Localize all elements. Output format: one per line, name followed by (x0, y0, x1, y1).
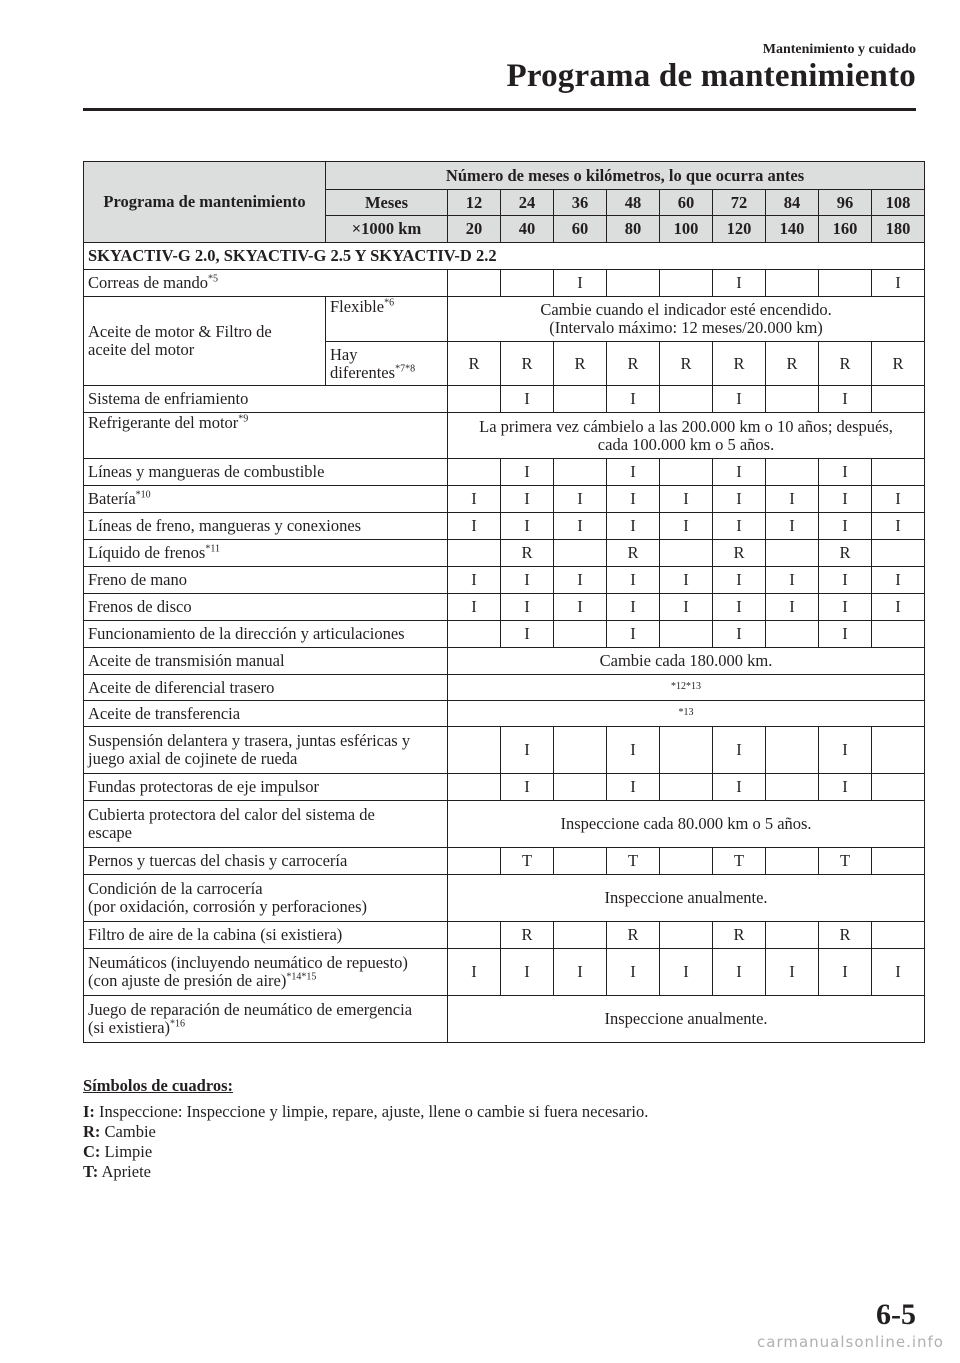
schedule-cell (554, 540, 607, 567)
schedule-cell: R (819, 540, 872, 567)
row-label: Frenos de disco (84, 594, 448, 621)
schedule-cell: R (501, 342, 554, 386)
schedule-cell: R (766, 342, 819, 386)
header-row-group (84, 162, 925, 190)
row-label: Aceite de diferencial trasero (84, 675, 448, 701)
row-label: Condición de la carrocería (por oxidación, corrosión y perforaciones) (84, 875, 448, 922)
maintenance-table (83, 161, 925, 1043)
row-label: Aceite de transferencia (84, 701, 448, 727)
schedule-cell: R (819, 922, 872, 949)
row-label: Pernos y tuercas del chasis y carrocería (84, 848, 448, 875)
row-label: Líquido de frenos$^{*11}$ (84, 540, 448, 567)
schedule-cell: I (713, 594, 766, 621)
schedule-cell: I (607, 459, 660, 486)
schedule-cell: I (660, 513, 713, 540)
header-cell: 36 (554, 190, 607, 216)
sub-label-fijo: Hay diferentes$^{*7*8}$ (326, 342, 448, 386)
schedule-cell: I (607, 621, 660, 648)
schedule-cell: I (607, 513, 660, 540)
schedule-cell: I (501, 459, 554, 486)
header-cell: 24 (501, 190, 554, 216)
table-row (84, 621, 925, 648)
schedule-cell (766, 774, 819, 801)
schedule-cell: I (607, 567, 660, 594)
legend-item: T: Apriete (83, 1162, 151, 1181)
header-cell: 160 (819, 216, 872, 243)
schedule-cell (872, 459, 925, 486)
schedule-cell: I (554, 594, 607, 621)
row-label: Juego de reparación de neumático de emergencia (si existiera)$^{*16}$ (84, 996, 448, 1043)
diferencial-note: *12*13 (448, 675, 925, 701)
schedule-cell (872, 848, 925, 875)
header-row-label: Meses (326, 190, 448, 216)
schedule-cell: I (713, 386, 766, 413)
schedule-cell: I (501, 949, 554, 996)
schedule-cell: I (554, 567, 607, 594)
schedule-cell: I (501, 621, 554, 648)
schedule-cell: I (819, 459, 872, 486)
schedule-cell: R (713, 540, 766, 567)
schedule-cell: I (819, 567, 872, 594)
schedule-cell (448, 270, 501, 297)
schedule-cell: I (872, 270, 925, 297)
schedule-cell (660, 848, 713, 875)
schedule-cell (660, 459, 713, 486)
legend-item: I: Inspeccione: Inspeccione y limpie, repare, ajuste, llene o cambie si fuera necesario. (83, 1102, 649, 1121)
schedule-cell: I (448, 486, 501, 513)
schedule-cell: I (448, 513, 501, 540)
schedule-cell (448, 848, 501, 875)
schedule-cell: I (766, 486, 819, 513)
schedule-cell (872, 386, 925, 413)
group-header: Número de meses o kilómetros, lo que ocurra antes (326, 162, 925, 190)
schedule-cell (554, 848, 607, 875)
schedule-cell (554, 459, 607, 486)
schedule-cell: I (713, 949, 766, 996)
schedule-cell: I (766, 949, 819, 996)
header-cell: 72 (713, 190, 766, 216)
header-cell: 140 (766, 216, 819, 243)
schedule-cell: I (713, 486, 766, 513)
header-cell: 60 (554, 216, 607, 243)
schedule-cell: I (819, 386, 872, 413)
schedule-cell: T (819, 848, 872, 875)
schedule-cell (872, 774, 925, 801)
schedule-cell: I (607, 949, 660, 996)
table-row (84, 848, 925, 875)
schedule-cell: I (448, 567, 501, 594)
header-rule (83, 108, 916, 111)
schedule-cell (766, 386, 819, 413)
row-label: Fundas protectoras de eje impulsor (84, 774, 448, 801)
schedule-cell: I (607, 727, 660, 774)
schedule-cell: I (819, 621, 872, 648)
schedule-cell: T (713, 848, 766, 875)
watermark: carmanualsonline.info (757, 1333, 944, 1351)
table-row (84, 922, 925, 949)
table-row (84, 413, 925, 459)
schedule-cell (501, 270, 554, 297)
schedule-cell: I (501, 486, 554, 513)
schedule-cell: I (819, 486, 872, 513)
carroceria-text: Inspeccione anualmente. (448, 875, 925, 922)
section-title: Mantenimiento y cuidado (762, 42, 916, 57)
schedule-cell: I (819, 949, 872, 996)
schedule-cell (660, 774, 713, 801)
schedule-cell (554, 727, 607, 774)
schedule-cell: R (448, 342, 501, 386)
table-row (84, 594, 925, 621)
schedule-cell: I (713, 459, 766, 486)
flexible-text: Cambie cuando el indicador esté encendido. (Intervalo máximo: 12 meses/20.000 km) (448, 297, 925, 342)
schedule-cell: I (607, 594, 660, 621)
schedule-cell (766, 270, 819, 297)
schedule-cell (766, 459, 819, 486)
row-label: Batería$^{*10}$ (84, 486, 448, 513)
schedule-cell: I (501, 513, 554, 540)
schedule-cell: I (448, 949, 501, 996)
schedule-cell: R (607, 342, 660, 386)
schedule-cell: I (872, 949, 925, 996)
page-title: Programa de mantenimiento (506, 58, 916, 94)
schedule-cell: I (872, 513, 925, 540)
transferencia-note: *13 (448, 701, 925, 727)
schedule-cell (766, 727, 819, 774)
schedule-cell: T (501, 848, 554, 875)
header-cell: 84 (766, 190, 819, 216)
schedule-cell (872, 727, 925, 774)
legend-item: R: Cambie (83, 1122, 156, 1141)
row-label: Neumáticos (incluyendo neumático de repuesto) (con ajuste de presión de aire)$^{*14*15}$ (84, 949, 448, 996)
table-row (84, 727, 925, 774)
schedule-cell: I (660, 486, 713, 513)
schedule-cell: I (554, 486, 607, 513)
schedule-cell: I (766, 567, 819, 594)
table-row (84, 996, 925, 1043)
schedule-cell (448, 540, 501, 567)
schedule-cell: I (607, 774, 660, 801)
header-cell: 48 (607, 190, 660, 216)
schedule-cell: I (501, 594, 554, 621)
page-number: 6-5 (876, 1298, 916, 1331)
schedule-cell: I (501, 567, 554, 594)
schedule-cell (766, 922, 819, 949)
schedule-cell (607, 270, 660, 297)
row-label: Correas de mando$^{*5}$ (84, 270, 448, 297)
schedule-cell: R (607, 540, 660, 567)
refrigerante-text: La primera vez cámbielo a las 200.000 km o 10 años; después, cada 100.000 km o 5 años. (448, 413, 925, 459)
schedule-cell: I (501, 386, 554, 413)
row-label: Cubierta protectora del calor del sistema de escape (84, 801, 448, 848)
schedule-cell: R (554, 342, 607, 386)
schedule-cell: I (607, 386, 660, 413)
header-cell: 80 (607, 216, 660, 243)
header-cell: 120 (713, 216, 766, 243)
table-row (84, 270, 925, 297)
row-label: Aceite de motor & Filtro de aceite del motor (84, 297, 326, 386)
header-cell: 100 (660, 216, 713, 243)
row-label: Filtro de aire de la cabina (si existiera) (84, 922, 448, 949)
schedule-cell (660, 386, 713, 413)
table-row (84, 513, 925, 540)
header-cell: 96 (819, 190, 872, 216)
legend (83, 1076, 648, 1182)
schedule-cell (766, 621, 819, 648)
table-row (84, 875, 925, 922)
legend-item: C: Limpie (83, 1142, 153, 1161)
table-row (84, 540, 925, 567)
schedule-cell (448, 386, 501, 413)
cubierta-text: Inspeccione cada 80.000 km o 5 años. (448, 801, 925, 848)
table-row (84, 297, 925, 342)
table-row (84, 459, 925, 486)
table-row (84, 675, 925, 701)
table-row (84, 949, 925, 996)
schedule-cell: R (501, 540, 554, 567)
table-row (84, 486, 925, 513)
row-label: Suspensión delantera y trasera, juntas esféricas y juego axial de cojinete de rueda (84, 727, 448, 774)
schedule-cell: T (607, 848, 660, 875)
header-cell: 20 (448, 216, 501, 243)
schedule-cell (448, 922, 501, 949)
sub-label-flexible: Flexible$^{*6}$ (326, 297, 448, 342)
schedule-cell: I (448, 594, 501, 621)
reparacion-text: Inspeccione anualmente. (448, 996, 925, 1043)
schedule-cell: I (713, 774, 766, 801)
row-label: Líneas de freno, mangueras y conexiones (84, 513, 448, 540)
model-row (84, 243, 925, 270)
schedule-cell (554, 774, 607, 801)
schedule-cell (766, 848, 819, 875)
schedule-cell: I (501, 774, 554, 801)
schedule-cell: I (660, 949, 713, 996)
schedule-cell (554, 386, 607, 413)
schedule-cell: I (501, 727, 554, 774)
corner-label: Programa de mantenimiento (84, 162, 326, 243)
header-cell: 108 (872, 190, 925, 216)
schedule-cell: I (660, 567, 713, 594)
table-row (84, 701, 925, 727)
schedule-cell (448, 621, 501, 648)
schedule-cell: I (554, 513, 607, 540)
schedule-cell: I (819, 727, 872, 774)
schedule-cell (448, 774, 501, 801)
schedule-cell: I (554, 270, 607, 297)
schedule-cell: I (713, 513, 766, 540)
table-row (84, 801, 925, 848)
transmision-text: Cambie cada 180.000 km. (448, 648, 925, 675)
schedule-cell: I (554, 949, 607, 996)
schedule-cell (660, 540, 713, 567)
schedule-cell: R (713, 922, 766, 949)
schedule-cell (660, 727, 713, 774)
row-label: Aceite de transmisión manual (84, 648, 448, 675)
schedule-cell (872, 540, 925, 567)
model-label: SKYACTIV-G 2.0, SKYACTIV-G 2.5 Y SKYACTIV-D 2.2 (84, 243, 925, 270)
header-cell: 60 (660, 190, 713, 216)
schedule-cell: I (713, 567, 766, 594)
schedule-cell: I (819, 513, 872, 540)
legend-title: Símbolos de cuadros: (83, 1076, 234, 1095)
schedule-cell: I (872, 594, 925, 621)
schedule-cell: I (819, 594, 872, 621)
schedule-cell: I (766, 594, 819, 621)
schedule-cell: I (713, 270, 766, 297)
row-label: Líneas y mangueras de combustible (84, 459, 448, 486)
row-label: Freno de mano (84, 567, 448, 594)
schedule-cell (660, 922, 713, 949)
schedule-cell: R (872, 342, 925, 386)
table-row (84, 386, 925, 413)
table-row (84, 648, 925, 675)
schedule-cell (819, 270, 872, 297)
header-cell: 180 (872, 216, 925, 243)
table-row (84, 774, 925, 801)
schedule-cell: R (607, 922, 660, 949)
schedule-cell: I (713, 727, 766, 774)
schedule-cell (872, 621, 925, 648)
schedule-cell: R (819, 342, 872, 386)
row-label: Sistema de enfriamiento (84, 386, 448, 413)
schedule-cell (872, 922, 925, 949)
schedule-cell: I (872, 486, 925, 513)
schedule-cell (766, 540, 819, 567)
row-label: Refrigerante del motor$^{*9}$ (84, 413, 448, 459)
header-cell: 40 (501, 216, 554, 243)
schedule-cell: I (660, 594, 713, 621)
schedule-cell: R (501, 922, 554, 949)
schedule-cell: I (607, 486, 660, 513)
schedule-cell (554, 922, 607, 949)
schedule-cell (448, 727, 501, 774)
schedule-cell: I (713, 621, 766, 648)
schedule-cell: R (713, 342, 766, 386)
header-row-label: ×1000 km (326, 216, 448, 243)
schedule-cell: I (766, 513, 819, 540)
schedule-cell (660, 621, 713, 648)
header-cell: 12 (448, 190, 501, 216)
schedule-cell (660, 270, 713, 297)
schedule-cell (554, 621, 607, 648)
schedule-cell (448, 459, 501, 486)
row-label: Funcionamiento de la dirección y articulaciones (84, 621, 448, 648)
schedule-cell: R (660, 342, 713, 386)
schedule-cell: I (872, 567, 925, 594)
schedule-cell: I (819, 774, 872, 801)
table-row (84, 567, 925, 594)
